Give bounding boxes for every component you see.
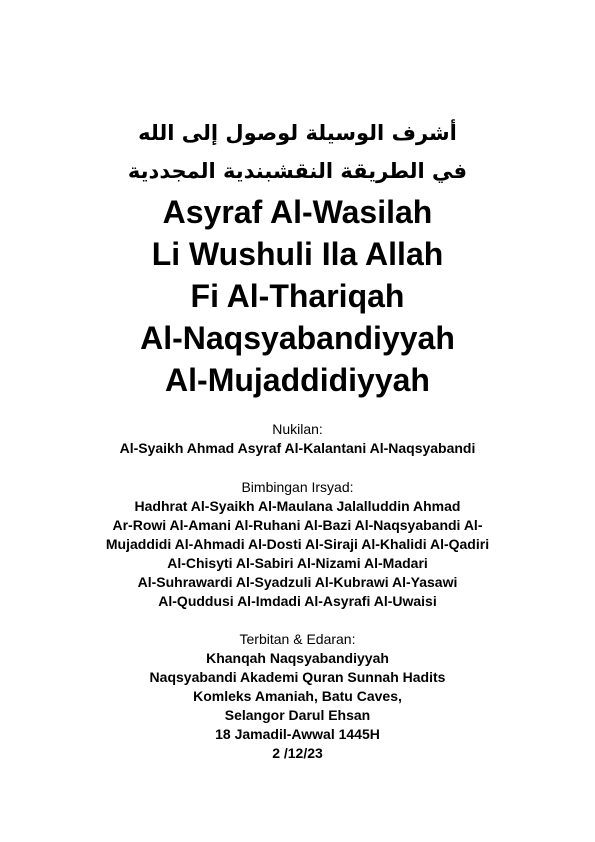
- bimbingan-line-6: Al-Quddusi Al-Imdadi Al-Asyrafi Al-Uwaisi: [158, 593, 437, 609]
- bimbingan-line-4: Al-Chisyti Al-Sabiri Al-Nizami Al-Madari: [167, 555, 428, 571]
- bimbingan-line-1: Hadhrat Al-Syaikh Al-Maulana Jalalluddin Ahmad: [134, 498, 461, 514]
- terbitan-section: [0, 630, 595, 763]
- main-title-line-5: Al-Mujaddidiyyah: [165, 362, 430, 398]
- bimbingan-label: Bimbingan Irsyad:: [241, 479, 354, 495]
- terbitan-line-5: 18 Jamadil-Awwal 1445H: [215, 726, 380, 742]
- bimbingan-section: [0, 478, 595, 611]
- terbitan-line-6: 2 /12/23: [272, 745, 323, 761]
- bimbingan-line-2: Ar-Rowi Al-Amani Al-Ruhani Al-Bazi Al-Naqsyabandi Al-: [112, 517, 483, 533]
- terbitan-line-2: Naqsyabandi Akademi Quran Sunnah Hadits: [149, 669, 446, 685]
- terbitan-line-3: Komleks Amaniah, Batu Caves,: [193, 688, 402, 704]
- bimbingan-line-5: Al-Suhrawardi Al-Syadzuli Al-Kubrawi Al-Yasawi: [137, 574, 458, 590]
- bimbingan-line-3: Mujaddidi Al-Ahmadi Al-Dosti Al-Siraji Al-Khalidi Al-Qadiri: [105, 536, 490, 552]
- main-title: [0, 192, 595, 400]
- terbitan-label: Terbitan & Edaran:: [239, 631, 356, 647]
- terbitan-line-4: Selangor Darul Ehsan: [224, 707, 371, 723]
- main-title-line-3: Fi Al-Thariqah: [190, 278, 405, 314]
- nukilan-label: Nukilan:: [272, 421, 323, 437]
- arabic-title-line-2: في الطريقة النقشبندية المجددية: [127, 159, 468, 183]
- terbitan-line-1: Khanqah Naqsyabandiyyah: [206, 650, 389, 666]
- nukilan-section: [0, 420, 595, 458]
- main-title-line-4: Al-Naqsyabandiyyah: [140, 320, 455, 356]
- main-title-line-1: Asyraf Al-Wasilah: [162, 194, 433, 230]
- main-title-line-2: Li Wushuli Ila Allah: [151, 236, 444, 272]
- arabic-title-line-1: أشرف الوسيلة لوصول إلى الله: [138, 121, 457, 145]
- nukilan-author: Al-Syaikh Ahmad Asyraf Al-Kalantani Al-Naqsyabandi: [119, 440, 476, 456]
